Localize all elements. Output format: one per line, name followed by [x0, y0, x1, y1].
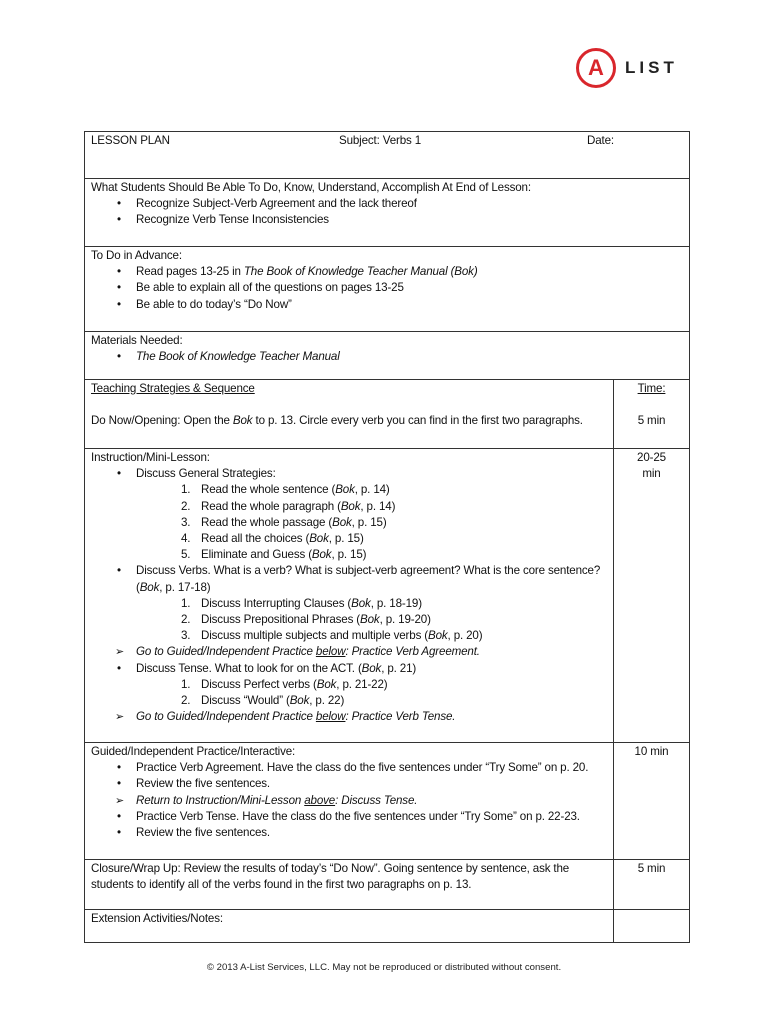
strategies-time-cell	[614, 380, 690, 449]
instruction-title: Instruction/Mini-Lesson:	[91, 451, 210, 464]
materials-list	[91, 349, 683, 365]
general-strategies-list	[136, 482, 607, 563]
goto-practice-agreement: ➢ Go to Guided/Independent Practice below: Practice Verb Agreement.	[115, 644, 607, 660]
list-item: • Discuss General Strategies: 1. Read the whole sentence (Bok, p. 14) 2. Read the whole paragraph (Bok, p. 14) 3. Read the whole passage (Bok, p. 15) 4. Read all the choices (Bok, p. 15) 5. Eliminate and Guess (Bok, p. 15)	[115, 466, 607, 563]
extension-cell	[85, 910, 614, 943]
list-item: • Review the five sentences.	[115, 776, 607, 792]
guided-row	[85, 743, 690, 860]
guided-cell	[85, 743, 614, 860]
numbered-item: 3. Read the whole passage (Bok, p. 15)	[181, 515, 387, 529]
extension-title: Extension Activities/Notes:	[91, 912, 223, 925]
guided-time: 10 min	[634, 745, 669, 758]
extension-row	[85, 910, 690, 943]
objectives-list	[91, 196, 683, 228]
materials-cell	[85, 332, 690, 380]
date-label: Date:	[587, 134, 614, 147]
list-item: • Practice Verb Tense. Have the class do the five sentences under “Try Some” on p. 22-23.	[115, 809, 607, 825]
do-now-text: Do Now/Opening: Open the Bok to p. 13. Circle every verb you can find in the first two paragraphs.	[91, 414, 583, 428]
list-item: • Discuss Verbs. What is a verb? What is subject-verb agreement? What is the core sentence? (Bok, p. 17-18) 1. Discuss Interrupting Clauses (Bok, p. 18-19) 2. Discuss Prepositional Phrases (Bok, p. 19-20) 3. Discuss multiple subjects and multiple verbs (Bok, p. 20)	[115, 563, 607, 644]
list-item: • Practice Verb Agreement. Have the class do the five sentences under “Try Some” on p. 20.	[115, 760, 607, 776]
objectives-title: What Students Should Be Able To Do, Know, Understand, Accomplish At End of Lesson:	[91, 181, 531, 194]
list-item: • Recognize Subject-Verb Agreement and the lack thereof	[115, 196, 683, 212]
numbered-item: 5. Eliminate and Guess (Bok, p. 15)	[181, 548, 367, 562]
list-item: • Read pages 13-25 in The Book of Knowledge Teacher Manual (Bok)	[115, 264, 683, 280]
list-item: • Review the five sentences.	[115, 825, 607, 841]
instruction-time: 20-25 min	[637, 451, 666, 481]
materials-title: Materials Needed:	[91, 334, 183, 347]
time-header: Time:	[637, 382, 666, 395]
logo-text: LIST	[625, 58, 678, 77]
numbered-item: 2. Discuss Prepositional Phrases (Bok, p. 19-20)	[181, 613, 431, 627]
strategies-cell	[85, 380, 614, 449]
closure-time-cell	[614, 860, 690, 910]
numbered-item: 3. Discuss multiple subjects and multiple verbs (Bok, p. 20)	[181, 629, 483, 643]
list-item: • Be able to do today’s “Do Now”	[115, 297, 683, 313]
book-title: The Book of Knowledge Teacher Manual (Bok)	[243, 265, 478, 279]
lesson-plan-label: LESSON PLAN	[91, 134, 170, 147]
closure-row	[85, 860, 690, 910]
copyright-footer: © 2013 A-List Services, LLC. May not be reproduced or distributed without consent.	[206, 962, 562, 973]
extension-time-cell	[614, 910, 690, 943]
alist-logo	[576, 46, 678, 90]
list-item: • The Book of Knowledge Teacher Manual	[115, 349, 683, 365]
numbered-item: 1. Discuss Perfect verbs (Bok, p. 21-22)	[181, 677, 388, 691]
closure-time: 5 min	[637, 862, 666, 875]
guided-list	[91, 760, 607, 841]
list-item: • Discuss Tense. What to look for on the ACT. (Bok, p. 21) 1. Discuss Perfect verbs (Bok, p. 21-22) 2. Discuss “Would” (Bok, p. 22)	[115, 661, 607, 710]
advance-title: To Do in Advance:	[91, 249, 182, 262]
advance-cell	[85, 247, 690, 332]
objectives-row	[85, 179, 690, 247]
instruction-time-cell	[614, 449, 690, 743]
do-now-time: 5 min	[637, 414, 666, 428]
list-item: • Recognize Verb Tense Inconsistencies	[115, 212, 683, 228]
lesson-plan-table	[84, 131, 690, 943]
logo-circle-a: A	[576, 48, 616, 88]
numbered-item: 1. Read the whole sentence (Bok, p. 14)	[181, 483, 390, 497]
tense-list	[136, 677, 607, 709]
goto-practice-tense: ➢ Go to Guided/Independent Practice below: Practice Verb Tense.	[115, 709, 607, 725]
subject-label: Subject: Verbs 1	[339, 134, 422, 147]
advance-row	[85, 247, 690, 332]
strategies-title: Teaching Strategies & Sequence	[91, 382, 255, 395]
header-row	[85, 132, 690, 179]
verbs-list	[136, 596, 607, 645]
instruction-cell	[85, 449, 614, 743]
closure-text: Closure/Wrap Up: Review the results of today’s “Do Now”. Going sentence by sentence, ask the students to identify all of the verbs found in the first two paragraphs on p. 13.	[91, 862, 570, 892]
return-to-instruction: ➢ Return to Instruction/Mini-Lesson above: Discuss Tense.	[115, 793, 607, 809]
materials-row	[85, 332, 690, 380]
numbered-item: 4. Read all the choices (Bok, p. 15)	[181, 532, 364, 546]
advance-list	[91, 264, 683, 313]
instruction-row	[85, 449, 690, 743]
list-item: • Be able to explain all of the questions on pages 13-25	[115, 280, 683, 296]
numbered-item: 2. Read the whole paragraph (Bok, p. 14)	[181, 499, 396, 513]
numbered-item: 2. Discuss “Would” (Bok, p. 22)	[181, 694, 345, 708]
guided-title: Guided/Independent Practice/Interactive:	[91, 745, 296, 758]
numbered-item: 1. Discuss Interrupting Clauses (Bok, p. 18-19)	[181, 596, 422, 610]
strategies-row	[85, 380, 690, 449]
header-cell	[85, 132, 690, 179]
instruction-list	[91, 466, 607, 725]
closure-cell	[85, 860, 614, 910]
objectives-cell	[85, 179, 690, 247]
guided-time-cell	[614, 743, 690, 860]
